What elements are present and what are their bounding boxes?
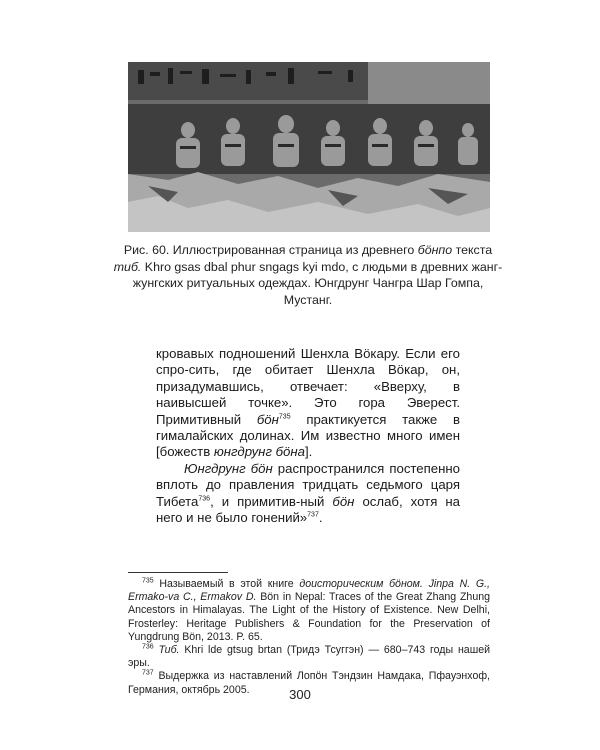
page-number: 300 xyxy=(289,687,311,702)
paragraph xyxy=(156,461,460,527)
figure-photo xyxy=(128,62,490,232)
emphasis: бöн xyxy=(256,411,279,427)
text-run: кровавых подношений Шенхла Вöкару. Если его спро-сить, где обитает Шенхла Вöкар, он, призадумавшись, отвечает: «Вверху, в наивысшей точке». Это гора Эверест. Примитивный xyxy=(156,346,460,427)
footnote xyxy=(128,578,490,644)
text-run: распространился постепенно вплоть до правления тридцать седьмого царя Тибета xyxy=(156,460,461,509)
footnote-ref[interactable]: 737 xyxy=(307,511,319,519)
footnote-divider xyxy=(128,572,228,573)
caption-text: текста xyxy=(452,243,493,257)
text-run: Выдержка из наставлений Лопöн Тэндзин Намдака, Пфауэнхоф, Германия, октябрь 2005. xyxy=(128,670,490,696)
paragraph xyxy=(156,346,460,461)
text-run: Khri lde gtsug brtan (Тридэ Тсуггэн) — 680–743 годы нашей эры. xyxy=(128,644,491,670)
footnote-number: 735 xyxy=(142,577,154,585)
text-run: практикуется также в гималайских долинах. Им известно много имен [божеств xyxy=(156,411,460,460)
figure-caption xyxy=(112,242,504,308)
footnote-number: 737 xyxy=(142,669,154,677)
text-run: . xyxy=(318,510,323,526)
text-run: , и примитив-ный xyxy=(210,493,333,509)
caption-text: Рис. 60. Иллюстрированная страница из древнего xyxy=(123,243,418,257)
emphasis: юнгдрунг бöна xyxy=(213,444,305,460)
emphasis: доисторическим бöном. Jinpa N. G., Ermako-va C., Ermakov D. xyxy=(128,578,490,604)
caption-emphasis: бöнпо xyxy=(417,243,453,257)
text-run: ]. xyxy=(304,444,313,460)
text-run: ослаб, хотя на него и не было гонений» xyxy=(156,493,460,526)
text-run: Bön in Nepal: Traces of the Great Zhang Zhung Ancestors in Himalayas. The Light of the History of Existence. New Delhi, Frosterley: Heritage Publishers & Foundation for the Preservation of Yungdrung Bön, 2013. P. 65. xyxy=(128,591,490,643)
footnote-ref[interactable]: 735 xyxy=(278,413,291,421)
footnote-number: 736 xyxy=(142,643,154,651)
text-run: Называемый в этой книге xyxy=(153,578,300,590)
emphasis: Тиб. xyxy=(158,644,180,657)
emphasis: Юнгдрунг бöн xyxy=(184,460,273,476)
footnotes xyxy=(128,578,490,697)
footnote xyxy=(128,644,490,670)
caption-emphasis: тиб. xyxy=(113,259,142,274)
footnote-ref[interactable]: 736 xyxy=(198,495,211,503)
caption-text: Khro gsas dbal phur sngags kyi mdo, с людьми в древних жанг-жунгских ритуальных одеждах. Юнгдрунг Чангра Шар Гомпа, Мустанг. xyxy=(132,259,503,307)
emphasis: бöн xyxy=(332,493,355,509)
body-text xyxy=(156,346,460,526)
